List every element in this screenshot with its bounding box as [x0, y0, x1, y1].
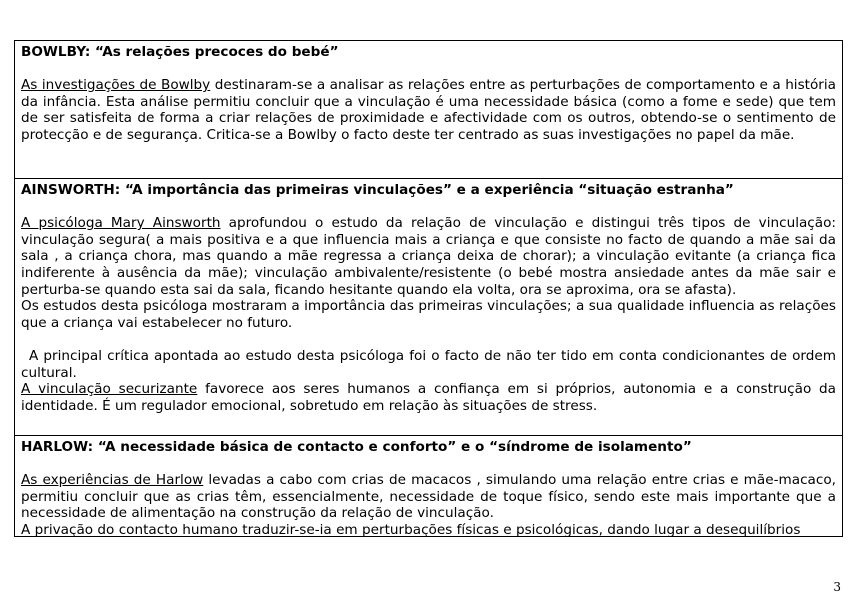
paragraph-text: A privação do contacto humano traduzir-se-ia em perturbações físicas e psicológicas, dando lugar a desequilíbrios: [21, 521, 801, 537]
paragraph: [21, 348, 836, 381]
paragraph-text: Os estudos desta psicóloga mostraram a importância das primeiras vinculações; a sua qualidade influencia as relações que a criança vai estabelecer no futuro.: [21, 298, 836, 331]
paragraph: [21, 77, 836, 143]
section-bowlby: [15, 41, 842, 179]
paragraph-gap: [21, 331, 836, 348]
underlined-lead: A psicóloga Mary Ainsworth: [21, 215, 221, 232]
underlined-lead: As investigações de Bowlby: [21, 77, 211, 94]
paragraph-text: favorece aos seres humanos a confiança em si próprios, autonomia e a construção da identidade. É um regulador emocional, sobretudo em relação às situações de stress.: [21, 381, 837, 414]
paragraph: [21, 381, 836, 414]
page-number: 3: [833, 580, 841, 594]
section-ainsworth: [15, 179, 842, 436]
section-heading: BOWLBY: “As relações precoces do bebé”: [21, 44, 339, 60]
paragraph-text: levadas a cabo com crias de macacos , simulando uma relação entre crias e mãe-macaco, permitiu concluir que as crias têm, essencialmente, necessidade de toque físico, sendo este mais importante que a necessidade de alimentação na construção da relação de vinculação.: [21, 472, 836, 522]
paragraph-text: A principal crítica apontada ao estudo desta psicóloga foi o facto de não ter tido em conta condicionantes de ordem cultural.: [21, 347, 836, 381]
section-heading: HARLOW: “A necessidade básica de contacto e conforto” e o “síndrome de isolamento”: [21, 439, 692, 455]
section-heading: AINSWORTH: “A importância das primeiras vinculações” e a experiência “situação estranha”: [21, 182, 734, 198]
content-table: [14, 40, 843, 537]
paragraph: [21, 298, 836, 331]
section-harlow: [15, 436, 842, 537]
underlined-lead: As experiências de Harlow: [21, 472, 204, 489]
paragraph: [21, 472, 836, 522]
paragraph: [21, 215, 836, 298]
paragraph-text: aprofundou o estudo da relação de vinculação e distingui três tipos de vinculação: vinculação segura( a mais positiva e a que influencia mais a criança e que consiste no facto de quando a mãe sai da sala , a criança chora, mas quando a mãe regressa a criança deixa de chorar); a vinculação evitante (a criança fica indiferente à ausência da mãe); vinculação ambivalente/resistente (o bebé mostra ansiedade antes da mãe sair e perturba-se quando esta sai da sala, ficando hesitante quando ela volta, ora se aproxima, ora se afasta).: [21, 215, 837, 298]
underlined-lead: A vinculação securizante: [21, 381, 198, 398]
paragraph-text: destinaram-se a analisar as relações entre as perturbações de comportamento e a história da infância. Esta análise permitiu concluir que a vinculação é uma necessidade básica (como a fome e sede) que tem de ser satisfeita de forma a criar relações de proximidade e afectividade com os outros, obtendo-se o sentimento de protecção e de segurança. Critica-se a Bowlby o facto deste ter centrado as suas investigações no papel da mãe.: [21, 77, 837, 143]
paragraph: [21, 522, 836, 537]
